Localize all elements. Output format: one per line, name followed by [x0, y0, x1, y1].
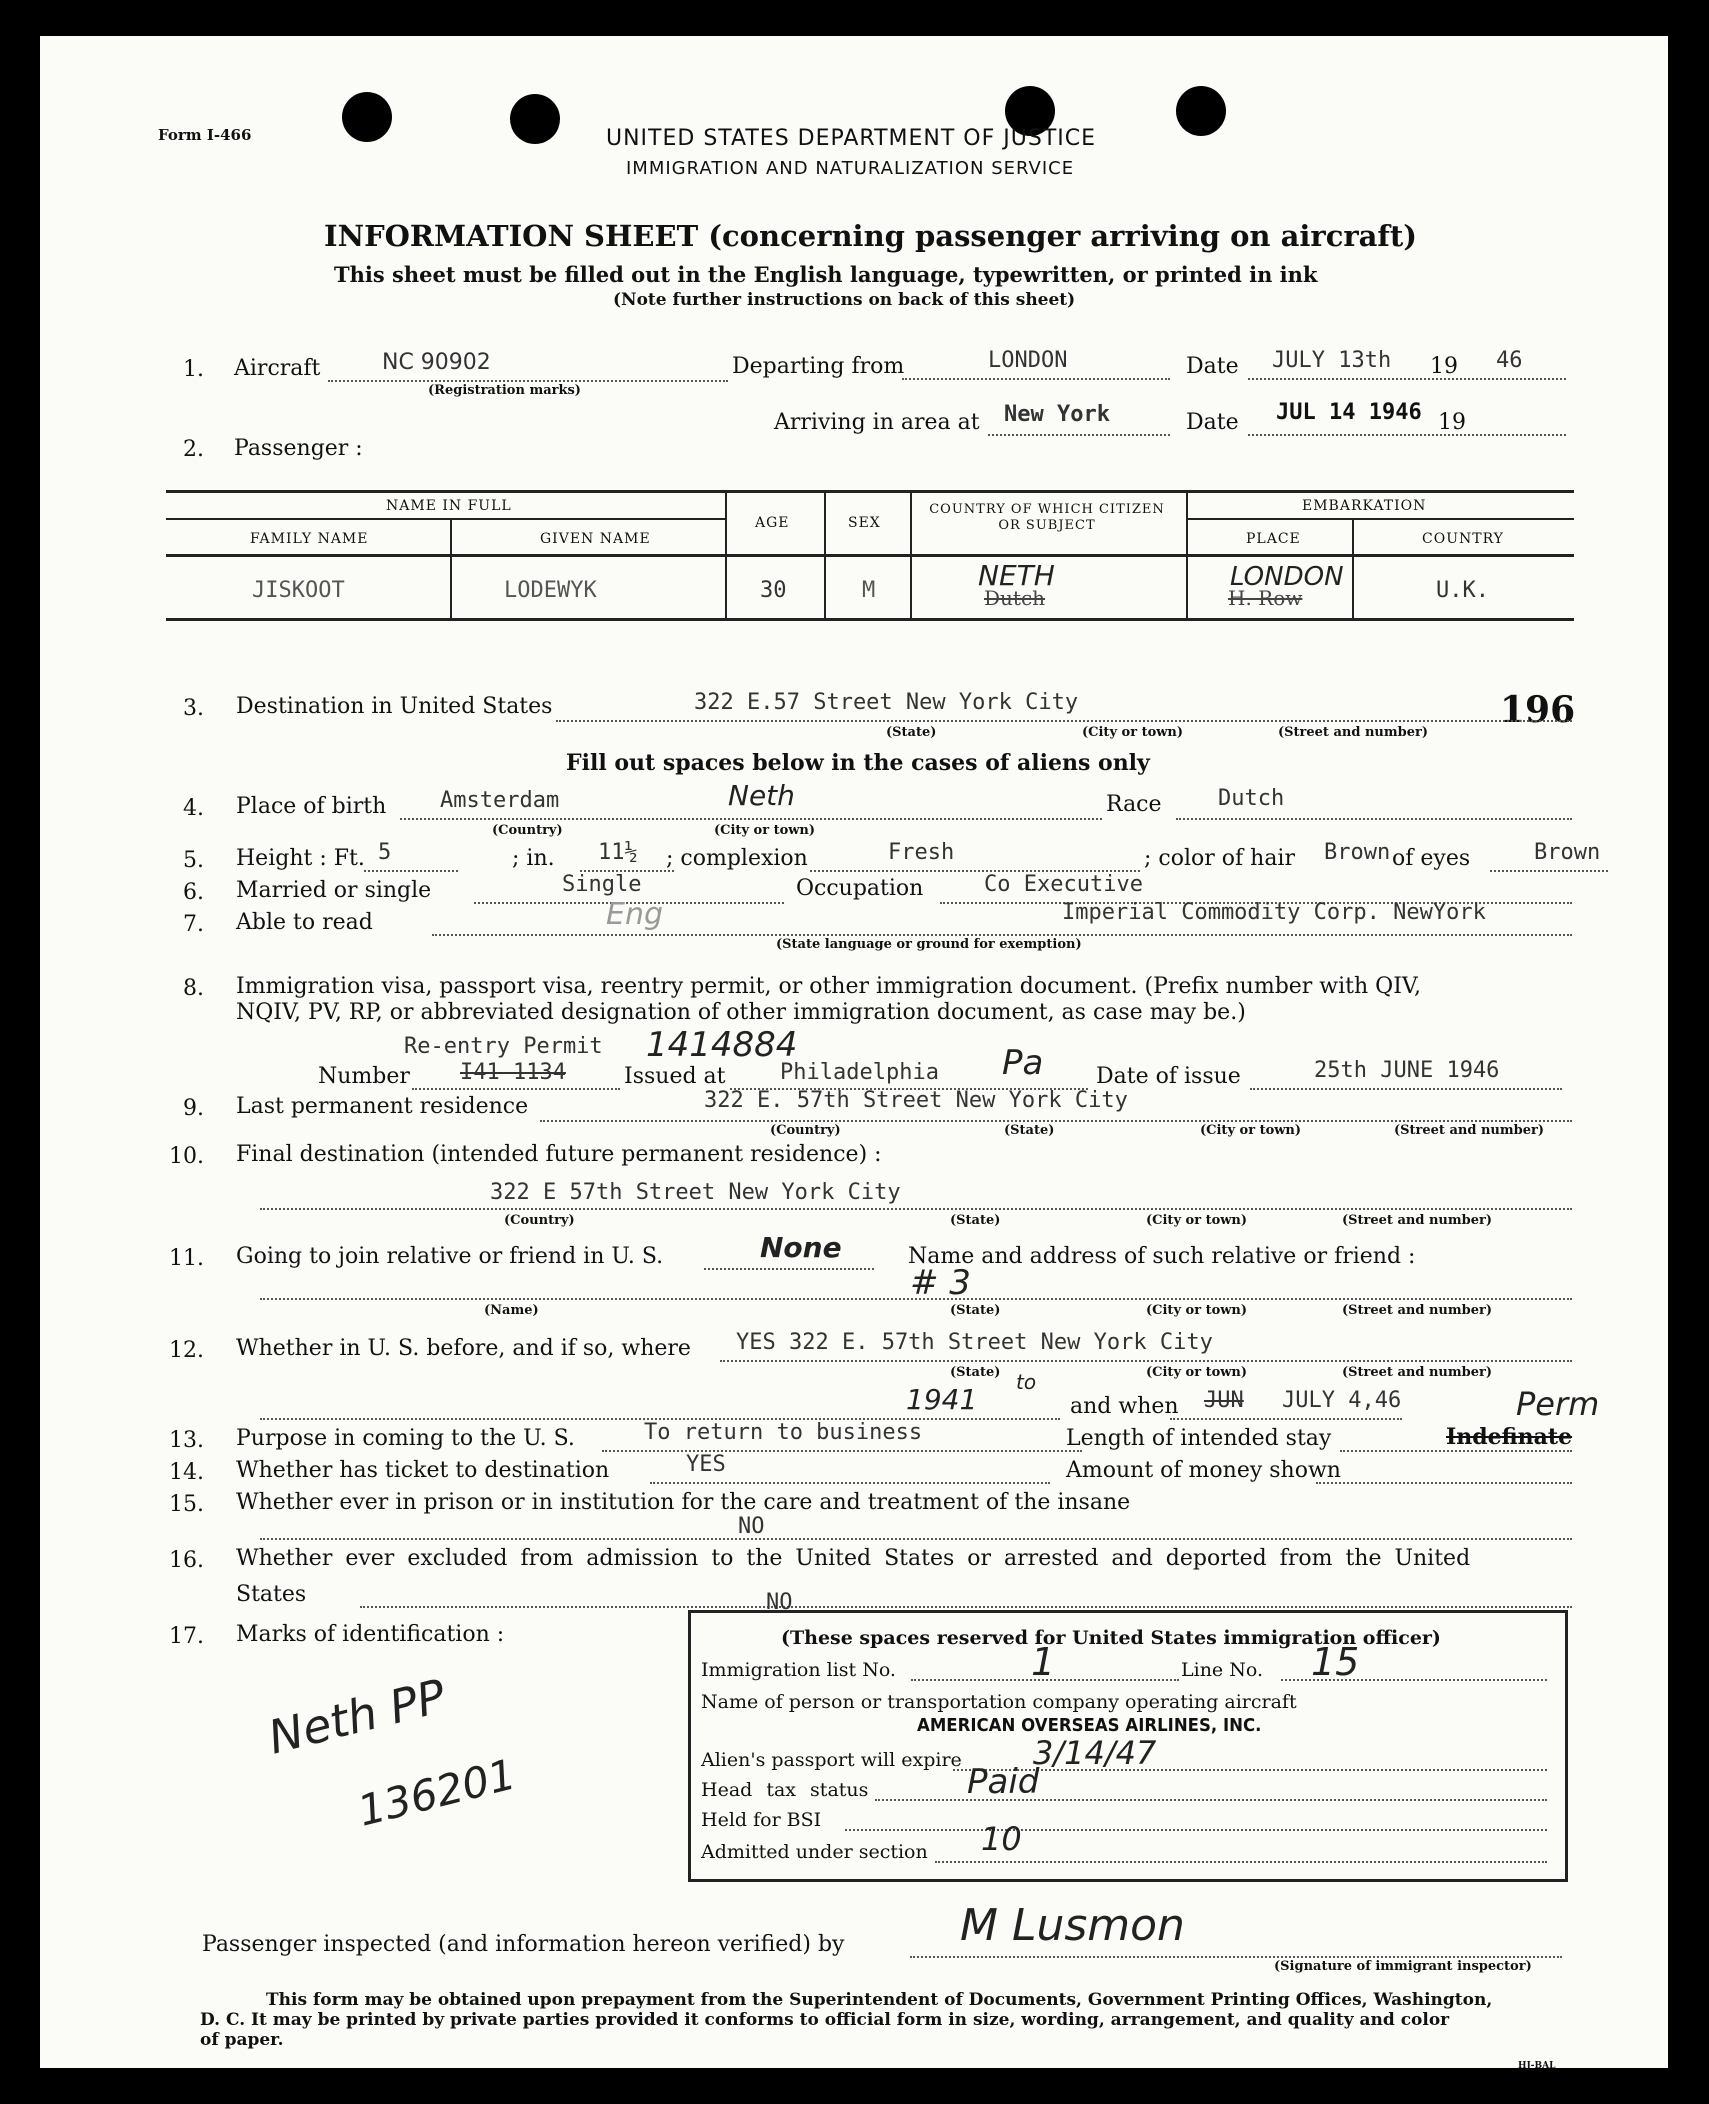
prison-label: Whether ever in prison or in institution for the care and treatment of the insane	[236, 1490, 1131, 1515]
join-label: Going to join relative or friend in U. S.	[236, 1244, 664, 1269]
form-title: INFORMATION SHEET (concerning passenger arriving on aircraft)	[324, 219, 1418, 253]
punch-hole	[1176, 86, 1226, 136]
purpose-label: Purpose in coming to the U. S.	[236, 1426, 575, 1451]
issue-date-label: Date of issue	[1096, 1064, 1241, 1089]
permit-type[interactable]: Re-entry Permit	[404, 1034, 603, 1059]
stay-length-label: Length of intended stay	[1066, 1426, 1332, 1451]
height-label: Height : Ft.	[236, 846, 365, 871]
bsi-label: Held for BSI	[701, 1809, 822, 1831]
join-line	[704, 1268, 874, 1270]
city-caption: (City or town)	[1146, 1213, 1248, 1228]
excluded-value[interactable]: NO	[766, 1590, 793, 1615]
departure-date[interactable]: JULY 13th	[1272, 348, 1392, 373]
place-header: PLACE	[1246, 531, 1301, 547]
admitted-line	[935, 1861, 1547, 1863]
passport-expire-value: 3/14/47	[1033, 1734, 1157, 1772]
street-caption: (Street and number)	[1394, 1123, 1544, 1138]
embarkation-header: EMBARKATION	[1302, 498, 1427, 514]
ticket-label: Whether has ticket to destination	[236, 1458, 610, 1483]
hair-value[interactable]: Brown	[1324, 840, 1391, 865]
street-caption: (Street and number)	[1342, 1303, 1492, 1318]
stamp-number: 196	[1500, 689, 1576, 731]
footer-line-3: of paper.	[200, 2030, 284, 2050]
number-line	[412, 1088, 620, 1090]
departing-line	[902, 378, 1170, 380]
line-number-label: Line No.	[1181, 1659, 1263, 1681]
name-in-full-header: NAME IN FULL	[386, 498, 512, 514]
issued-label: Issued at	[624, 1064, 726, 1089]
citizen-handwritten: NETH	[978, 559, 1055, 592]
given-name-header: GIVEN NAME	[540, 531, 651, 547]
read-value[interactable]: Imperial Commodity Corp. NewYork	[1062, 900, 1486, 925]
relative-address-label: Name and address of such relative or friend :	[908, 1244, 1416, 1269]
number-label: Number	[318, 1064, 410, 1089]
aircraft-label: Aircraft	[234, 356, 321, 381]
stay-length-line	[1340, 1450, 1572, 1452]
embarkation-country-value[interactable]: U.K.	[1436, 578, 1489, 603]
sex-header: SEX	[848, 515, 881, 531]
city-caption: (City or town)	[1200, 1123, 1302, 1138]
read-caption: (State language or ground for exemption)	[776, 937, 1082, 952]
head-tax-value: Paid	[967, 1762, 1040, 1802]
aircraft-value[interactable]: NC 90902	[382, 350, 491, 375]
citizen-struck: Dutch	[984, 586, 1046, 610]
table-col-rule	[910, 492, 912, 620]
issued-value[interactable]: Philadelphia	[780, 1060, 939, 1085]
eyes-value[interactable]: Brown	[1534, 840, 1601, 865]
item-number: 11.	[169, 1246, 204, 1271]
height-feet[interactable]: 5	[378, 840, 392, 865]
place-struck: H. Row	[1228, 586, 1303, 610]
state-caption: (State)	[1004, 1123, 1055, 1138]
country-caption: (Country)	[770, 1123, 841, 1138]
footer-code: HJ-BAL	[1518, 2061, 1556, 2071]
city-caption: (City or town)	[714, 823, 816, 838]
previous-stay-value[interactable]: YES 322 E. 57th Street New York City	[736, 1330, 1213, 1355]
purpose-value[interactable]: To return to business	[644, 1420, 923, 1445]
final-destination-label: Final destination (intended future permanent residence) :	[236, 1142, 882, 1167]
eyes-line	[1490, 870, 1608, 872]
sex-value[interactable]: M	[862, 578, 876, 603]
service-name: IMMIGRATION AND NATURALIZATION SERVICE	[626, 158, 1075, 179]
previous-stay-label: Whether in U. S. before, and if so, where	[236, 1336, 691, 1361]
relative-handwritten: # 3	[910, 1263, 971, 1303]
table-col-rule	[824, 492, 826, 620]
money-line	[1316, 1482, 1572, 1484]
departure-date-line	[1248, 378, 1566, 380]
table-col-rule	[1186, 492, 1188, 620]
permit-number-handwritten: 1414884	[646, 1025, 798, 1065]
item-number: 3.	[183, 696, 204, 721]
identification-label: Marks of identification :	[236, 1622, 505, 1647]
ticket-line	[650, 1482, 1050, 1484]
state-caption: (State)	[950, 1365, 1001, 1380]
when-value[interactable]: JULY 4,46	[1282, 1388, 1402, 1413]
departing-label: Departing from	[732, 354, 905, 379]
purpose-line	[602, 1450, 1082, 1452]
final-destination-line	[260, 1208, 1572, 1210]
item-number: 7.	[183, 912, 204, 937]
arriving-value[interactable]: New York	[1004, 402, 1110, 427]
table-col-rule	[1352, 520, 1354, 620]
final-destination-value[interactable]: 322 E 57th Street New York City	[490, 1180, 901, 1205]
marital-value[interactable]: Single	[562, 872, 642, 897]
street-caption: (Street and number)	[1342, 1365, 1492, 1380]
item-number: 14.	[169, 1460, 204, 1485]
departure-year[interactable]: 46	[1496, 348, 1523, 373]
list-number-label: Immigration list No.	[701, 1659, 896, 1681]
department-name: UNITED STATES DEPARTMENT OF JUSTICE	[606, 126, 1097, 151]
issued-state-handwritten: Pa	[1002, 1043, 1044, 1083]
birthplace-value[interactable]: Amsterdam	[440, 788, 560, 813]
item-number: 2.	[183, 437, 204, 462]
country-caption: (Country)	[492, 823, 563, 838]
form-sheet	[40, 36, 1668, 2071]
state-caption: (State)	[950, 1213, 1001, 1228]
permanent-handwritten: Perm	[1516, 1385, 1600, 1423]
registration-caption: (Registration marks)	[428, 383, 581, 398]
signature-caption: (Signature of immigrant inspector)	[1274, 1959, 1532, 1974]
name-caption: (Name)	[484, 1303, 539, 1318]
eyes-label: of eyes	[1392, 846, 1471, 871]
footer-line-2: D. C. It may be printed by private parties provided it conforms to official form in size, wording, arrangement, and quality and color	[200, 2010, 1450, 2030]
head-tax-label: Head tax status	[701, 1779, 869, 1801]
passport-expire-label: Alien's passport will expire	[701, 1749, 962, 1771]
form-number: Form I-466	[158, 126, 252, 144]
citizen-header: COUNTRY OF WHICH CITIZEN OR SUBJECT	[929, 502, 1165, 533]
occupation-value[interactable]: Co Executive	[984, 872, 1143, 897]
item-number: 16.	[169, 1548, 204, 1573]
arrival-date-stamp[interactable]: JUL 14 1946	[1276, 400, 1422, 425]
street-caption: (Street and number)	[1278, 725, 1428, 740]
item-number: 9.	[183, 1096, 204, 1121]
birthplace-line	[400, 818, 1102, 820]
race-line	[1176, 818, 1572, 820]
city-caption: (City or town)	[1146, 1365, 1248, 1380]
form-note: (Note further instructions on back of this sheet)	[613, 290, 1076, 310]
admitted-label: Admitted under section	[701, 1841, 928, 1863]
ticket-value[interactable]: YES	[686, 1452, 726, 1477]
marital-label: Married or single	[236, 878, 432, 903]
item-number: 15.	[169, 1492, 204, 1517]
street-caption: (Street and number)	[1342, 1213, 1492, 1228]
race-label: Race	[1106, 792, 1162, 817]
item-number: 1.	[183, 357, 204, 382]
family-name-value[interactable]: JISKOOT	[252, 578, 345, 603]
prison-value[interactable]: NO	[738, 1514, 765, 1539]
complexion-value[interactable]: Fresh	[888, 840, 955, 865]
table-sub-rule	[1187, 518, 1574, 520]
read-line	[432, 934, 1572, 936]
when-label: and when	[1070, 1394, 1179, 1419]
footer-line-1: This form may be obtained upon prepayment from the Superintendent of Documents, Government Printing Offices, Washington,	[266, 1990, 1493, 2010]
height-ft-line	[364, 870, 458, 872]
departing-value[interactable]: LONDON	[988, 348, 1068, 373]
list-number-value: 1	[1031, 1640, 1056, 1684]
issue-date-value[interactable]: 25th JUNE 1946	[1314, 1058, 1500, 1083]
inspector-signature: M Lusmon	[960, 1900, 1185, 1951]
destination-label: Destination in United States	[236, 694, 553, 719]
bsi-line	[845, 1829, 1547, 1831]
excluded-line	[360, 1606, 1572, 1608]
family-name-header: FAMILY NAME	[250, 531, 369, 547]
place-handwritten: LONDON	[1230, 562, 1344, 592]
arrival-date-line	[1248, 434, 1566, 436]
inches-label: ; in.	[512, 846, 555, 871]
stay-length-struck: Indefinate	[1446, 1424, 1573, 1450]
previous-year-handwritten: 1941	[906, 1383, 978, 1416]
punch-hole	[342, 92, 392, 142]
item-number: 4.	[183, 796, 204, 821]
verification-line	[910, 1956, 1562, 1958]
year-prefix: 19	[1430, 354, 1458, 379]
item-number: 5.	[183, 848, 204, 873]
operator-value: AMERICAN OVERSEAS AIRLINES, INC.	[917, 1715, 1262, 1736]
table-col-rule	[725, 492, 727, 620]
item-number: 12.	[169, 1338, 204, 1363]
state-caption: (State)	[886, 725, 937, 740]
admitted-value: 10	[981, 1820, 1022, 1858]
date-label: Date	[1186, 354, 1239, 379]
arriving-line	[988, 434, 1170, 436]
given-name-value[interactable]: LODEWYK	[504, 578, 597, 603]
complexion-label: ; complexion	[666, 846, 808, 871]
item-number: 8.	[183, 976, 204, 1001]
table-top-rule	[166, 490, 1574, 493]
destination-line	[556, 720, 1572, 722]
issue-date-line	[1250, 1088, 1562, 1090]
table-sub-rule	[166, 518, 725, 520]
residence-value[interactable]: 322 E. 57th Street New York City	[704, 1088, 1128, 1113]
height-inches[interactable]: 11½	[598, 840, 638, 865]
previous-stay-line	[720, 1360, 1572, 1362]
read-label: Able to read	[236, 910, 373, 935]
to-handwritten: to	[1016, 1370, 1037, 1394]
passenger-label: Passenger :	[234, 436, 363, 461]
country-header: COUNTRY	[1422, 531, 1504, 547]
operator-label: Name of person or transportation company operating aircraft	[701, 1691, 1297, 1713]
aliens-only-heading: Fill out spaces below in the cases of aliens only	[566, 750, 1150, 776]
destination-value[interactable]: 322 E.57 Street New York City	[694, 690, 1079, 715]
prison-line	[260, 1538, 1572, 1540]
city-caption: (City or town)	[1082, 725, 1184, 740]
visa-instructions-2: NQIV, PV, RP, or abbreviated designation of other immigration document, as case may be.)	[236, 1000, 1246, 1025]
table-bottom-rule	[166, 618, 1574, 621]
line-number-value: 15	[1311, 1640, 1360, 1684]
punch-hole	[510, 94, 560, 144]
age-value[interactable]: 30	[760, 578, 787, 603]
excluded-label: Whether ever excluded from admission to the United States or arrested and deported from the United	[236, 1546, 1471, 1571]
when-line	[1170, 1418, 1402, 1420]
table-col-rule	[450, 520, 452, 620]
country-caption: (Country)	[504, 1213, 575, 1228]
birth-country-handwritten: Neth	[728, 779, 795, 812]
city-caption: (City or town)	[1146, 1303, 1248, 1318]
date-label: Date	[1186, 410, 1239, 435]
officer-box	[688, 1610, 1568, 1882]
residence-label: Last permanent residence	[236, 1094, 529, 1119]
visa-instructions: Immigration visa, passport visa, reentry permit, or other immigration document. (Prefix number with QIV,	[236, 974, 1421, 999]
arriving-label: Arriving in area at	[774, 410, 980, 435]
money-label: Amount of money shown	[1066, 1458, 1341, 1483]
race-value[interactable]: Dutch	[1218, 786, 1285, 811]
officer-reserved-heading: (These spaces reserved for United States immigration officer)	[781, 1627, 1441, 1649]
read-language-handwritten: Eng	[606, 897, 664, 932]
permit-number-struck: I41-1134	[460, 1060, 566, 1085]
item-number: 17.	[169, 1624, 204, 1649]
table-header-rule	[166, 554, 1574, 557]
identification-handwritten-1: Neth PP	[263, 1668, 451, 1765]
birthplace-label: Place of birth	[236, 794, 387, 819]
residence-line	[540, 1120, 1572, 1122]
join-value-handwritten: None	[760, 1231, 842, 1264]
item-number: 10.	[169, 1144, 204, 1169]
identification-handwritten-2: 136201	[353, 1749, 521, 1836]
state-caption: (State)	[950, 1303, 1001, 1318]
year-prefix: 19	[1438, 410, 1466, 435]
form-instruction: This sheet must be filled out in the English language, typewritten, or printed in ink	[334, 262, 1318, 287]
item-number: 13.	[169, 1428, 204, 1453]
aircraft-line	[328, 380, 728, 382]
hair-label: ; color of hair	[1144, 846, 1295, 871]
excluded-label-2: States	[236, 1582, 307, 1607]
item-number: 6.	[183, 880, 204, 905]
when-struck: JUN	[1204, 1388, 1244, 1413]
occupation-label: Occupation	[796, 876, 924, 901]
age-header: AGE	[755, 515, 790, 531]
verification-label: Passenger inspected (and information hereon verified) by	[202, 1932, 845, 1957]
